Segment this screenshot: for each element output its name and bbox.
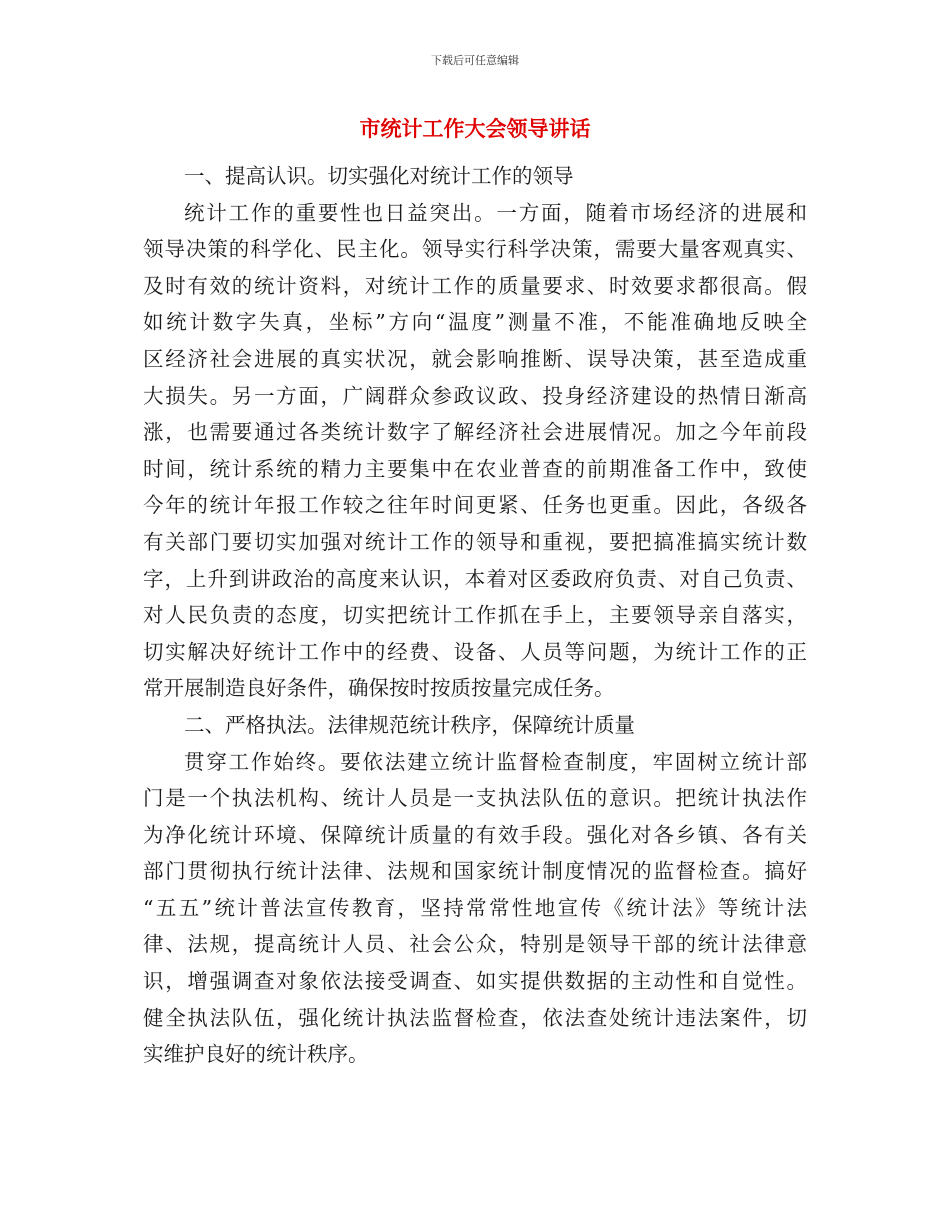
document-title: 市统计工作大会领导讲话	[359, 117, 591, 141]
paragraph-line: 实维护良好的统计秩序。	[143, 1042, 369, 1067]
paragraph-line: 为净化统计环境、保障统计质量的有效手段。强化对各乡镇、各有关	[143, 822, 807, 847]
paragraph-line: 大损失。另一方面，广阔群众参政议政、投身经济建设的热情日渐高	[143, 383, 807, 408]
paragraph-line: 如统计数字失真，坐标”方向“温度”测量不准，不能准确地反映全	[143, 310, 807, 335]
paragraph-line: 字，上升到讲政治的高度来认识，本着对区委政府负责、对自己负责、	[143, 566, 807, 591]
paragraph-line: “五五”统计普法宣传教育，坚持常常性地宣传《统计法》等统计法	[143, 895, 807, 920]
paragraph-line: 对人民负责的态度，切实把统计工作抓在手上，主要领导亲自落实，	[143, 603, 807, 628]
paragraph-line: 及时有效的统计资料，对统计工作的质量要求、时效要求都很高。假	[143, 273, 807, 298]
paragraph-line: 今年的统计年报工作较之往年时间更紧、任务也更重。因此，各级各	[143, 493, 807, 518]
paragraph-line: 切实解决好统计工作中的经费、设备、人员等问题，为统计工作的正	[143, 639, 807, 664]
paragraph-line: 区经济社会进展的真实状况，就会影响推断、误导决策，甚至造成重	[143, 346, 807, 371]
paragraph-line: 健全执法队伍，强化统计执法监督检查，依法查处统计违法案件，切	[143, 1005, 807, 1030]
paragraph-line: 常开展制造良好条件，确保按时按质按量完成任务。	[143, 676, 615, 701]
paragraph-line: 领导决策的科学化、民主化。领导实行科学决策，需要大量客观真实、	[143, 237, 807, 262]
section-heading: 二、严格执法。法律规范统计秩序，保障统计质量	[184, 712, 635, 737]
paragraph-line: 贯穿工作始终。要依法建立统计监督检查制度，牢固树立统计部	[184, 749, 807, 774]
paragraph-line: 部门贯彻执行统计法律、法规和国家统计制度情况的监督检查。搞好	[143, 859, 807, 884]
section-heading: 一、提高认识。切实强化对统计工作的领导	[184, 164, 574, 188]
paragraph-line: 涨，也需要通过各类统计数字了解经济社会进展情况。加之今年前段	[143, 420, 807, 445]
paragraph-line: 律、法规，提高统计人员、社会公众，特别是领导干部的统计法律意	[143, 932, 807, 957]
paragraph-line: 识，增强调查对象依法接受调查、如实提供数据的主动性和自觉性。	[143, 969, 807, 994]
paragraph-line: 门是一个执法机构、统计人员是一支执法队伍的意识。把统计执法作	[143, 786, 807, 811]
paragraph-line: 时间，统计系统的精力主要集中在农业普查的前期准备工作中，致使	[143, 456, 807, 481]
document-body	[143, 158, 807, 1073]
paragraph-line: 统计工作的重要性也日益突出。一方面，随着市场经济的进展和	[184, 200, 807, 225]
header-note: 下载后可任意编辑	[431, 54, 519, 67]
paragraph-line: 有关部门要切实加强对统计工作的领导和重视，要把搞准搞实统计数	[143, 529, 807, 554]
